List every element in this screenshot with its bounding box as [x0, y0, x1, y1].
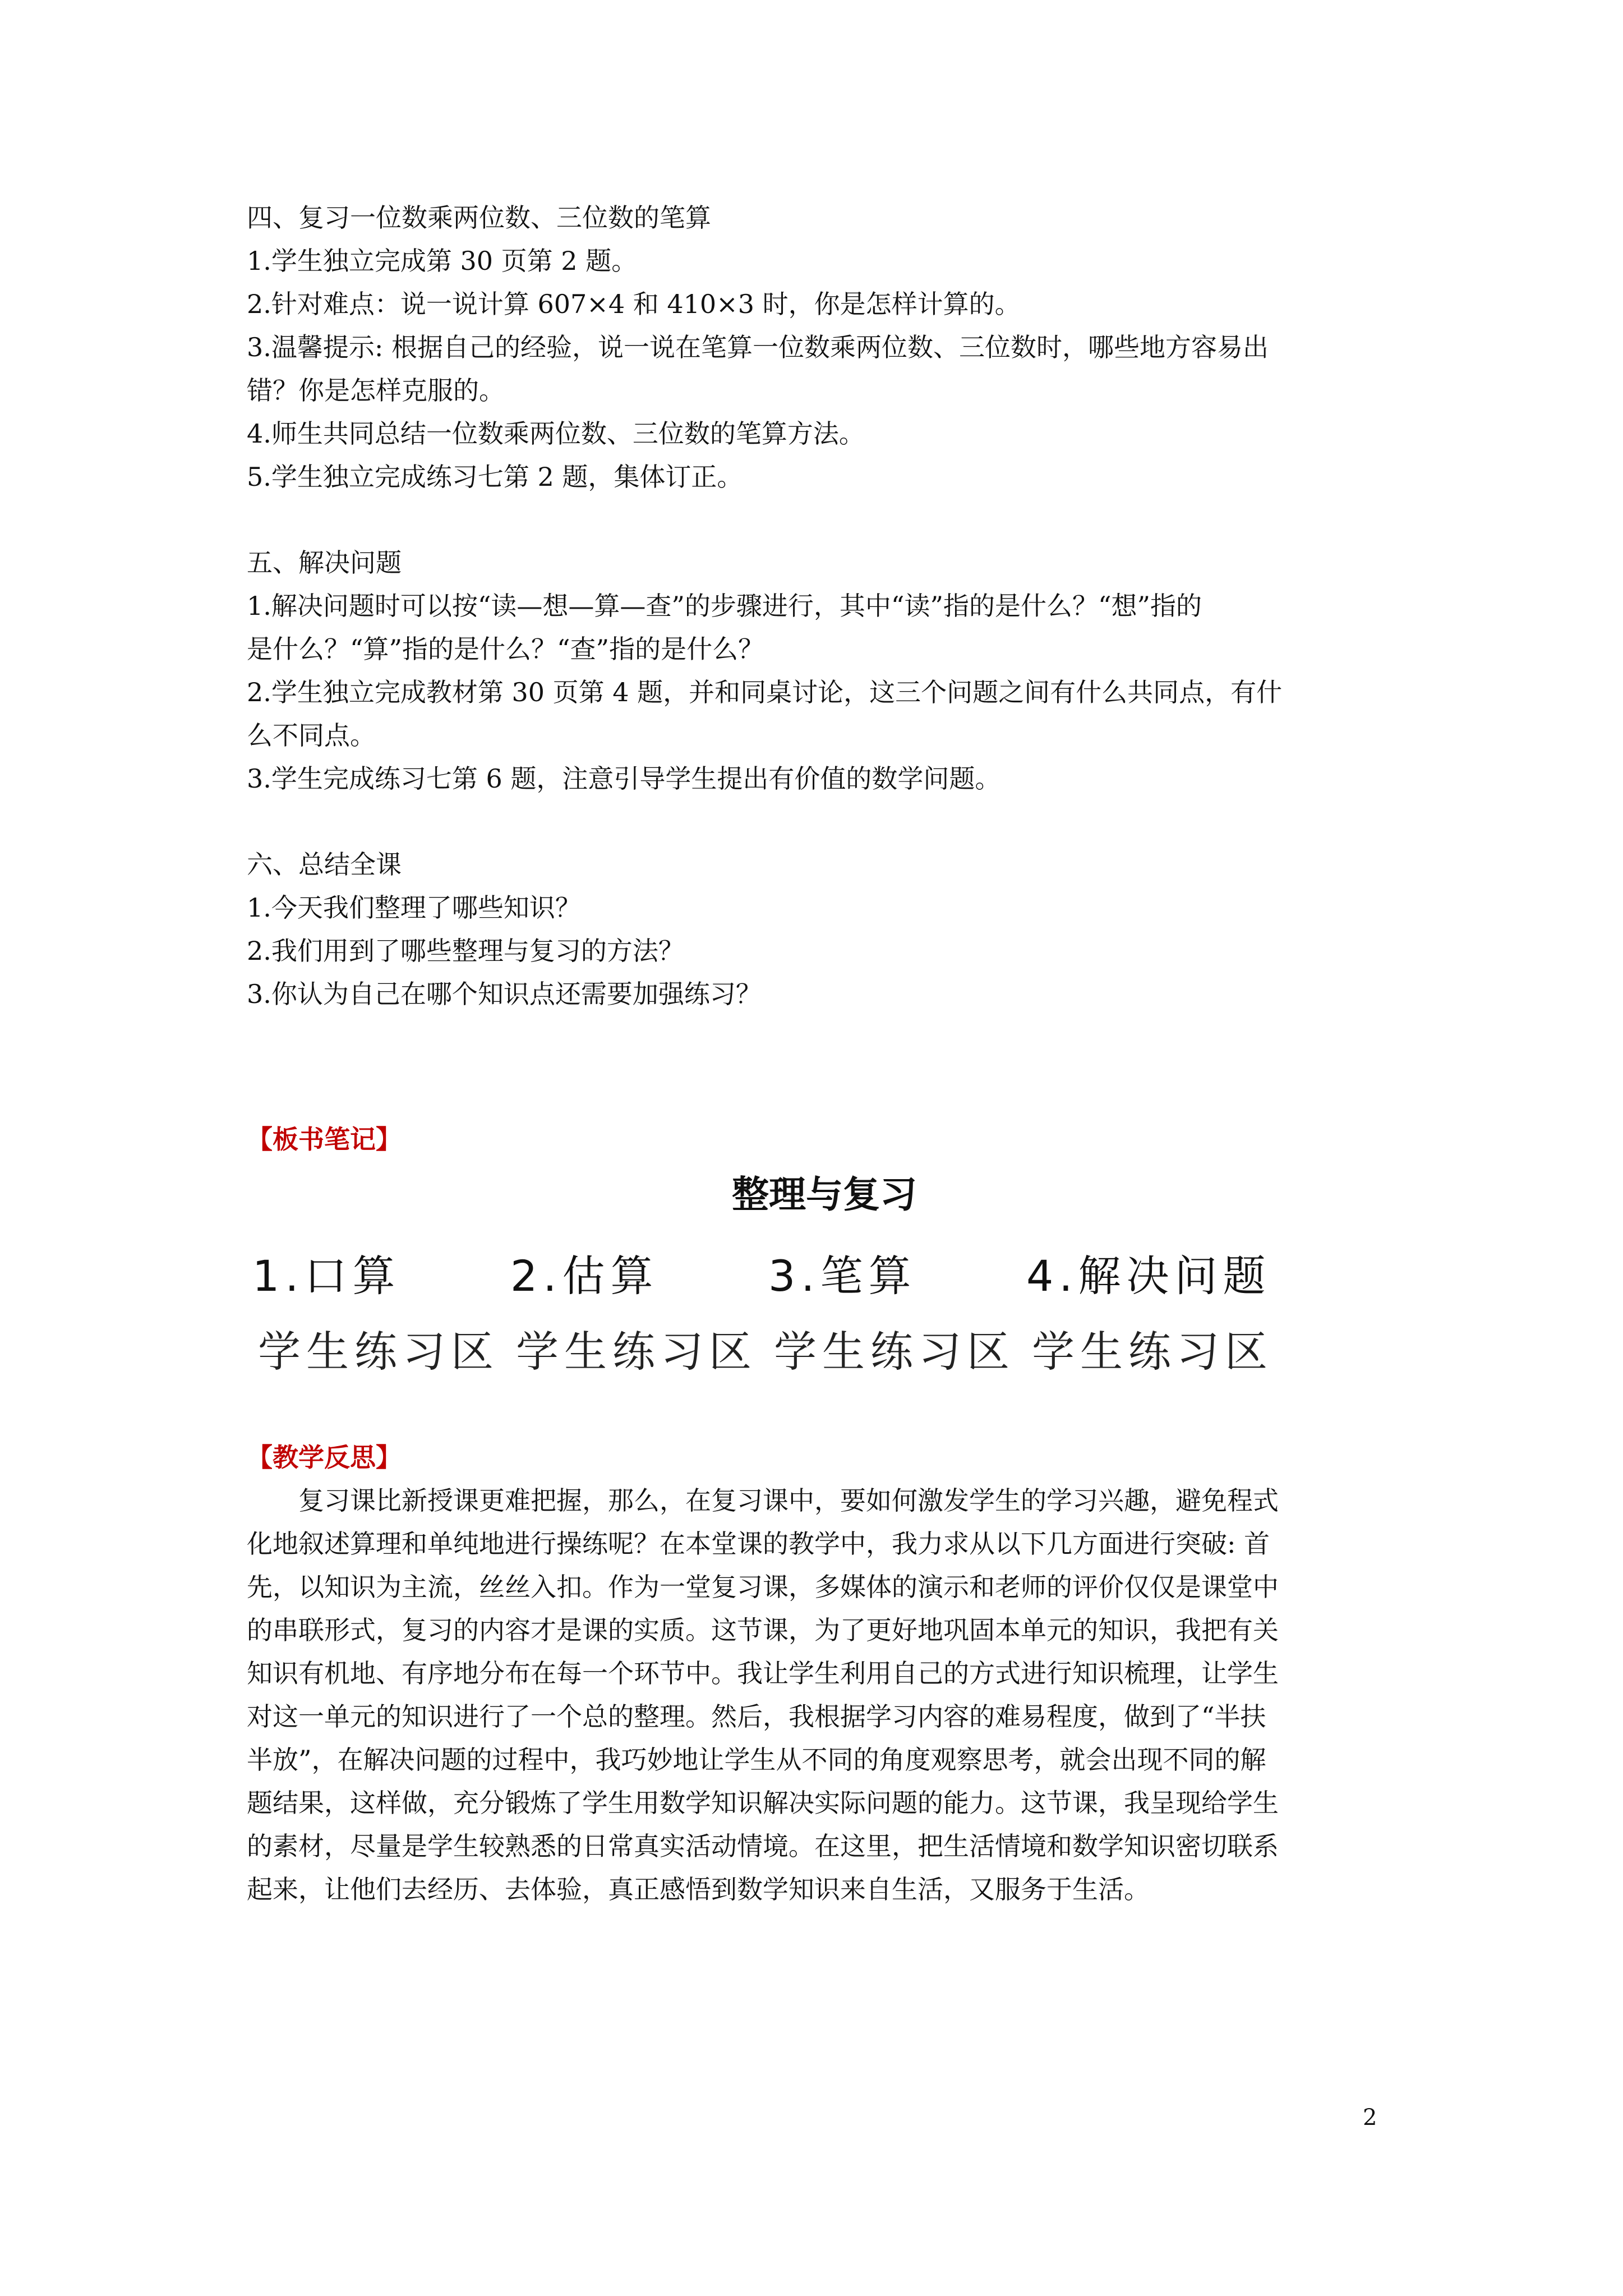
reflection-line: 的串联形式，复习的内容才是课的实质。这节课，为了更好地巩固本单元的知识，我把有关	[247, 1615, 1279, 1645]
list-item: 是什么？“算”指的是什么？“查”指的是什么？	[247, 634, 764, 664]
board-notes-section	[247, 1118, 1402, 1402]
list-item: 3.学生完成练习七第 6 题，注意引导学生提出有价值的数学问题。	[247, 763, 1001, 794]
list-item: 1.今天我们整理了哪些知识？	[247, 892, 581, 923]
spacer	[247, 1016, 1402, 1118]
board-practice-row	[247, 1321, 1424, 1383]
list-item: 错？你是怎样克服的。	[247, 375, 505, 406]
list-item: 4.师生共同总结一位数乘两位数、三位数的笔算方法。	[247, 418, 865, 449]
spacer	[247, 800, 1402, 843]
practice-area-label: 学生练习区	[1032, 1327, 1273, 1377]
list-item: 么不同点。	[247, 720, 376, 751]
list-item: 2.我们用到了哪些整理与复习的方法？	[247, 936, 684, 966]
section-4	[247, 196, 1402, 499]
section-title: 六、总结全课	[247, 849, 402, 880]
reflection-line: 化地叙述算理和单纯地进行操练呢？在本堂课的教学中，我力求从以下几方面进行突破: 首	[247, 1529, 1270, 1559]
list-item: 1.学生独立完成第 30 页第 2 题。	[247, 246, 638, 276]
list-item: 2.针对难点：说一说计算 607×4 和 410×3 时，你是怎样计算的。	[247, 289, 1021, 319]
section-title: 五、解决问题	[247, 547, 402, 578]
board-topic: 3.笔算	[768, 1251, 917, 1301]
section-title: 四、复习一位数乘两位数、三位数的笔算	[247, 203, 711, 233]
board-topics-row	[247, 1245, 1424, 1307]
list-item: 5.学生独立完成练习七第 2 题，集体订正。	[247, 462, 743, 492]
list-item: 3.你认为自己在哪个知识点还需要加强练习？	[247, 979, 762, 1009]
spacer	[247, 499, 1402, 541]
board-title: 整理与复习	[732, 1173, 917, 1216]
section-6	[247, 843, 1402, 1016]
reflection-line: 知识有机地、有序地分布在每一个环节中。我让学生利用自己的方式进行知识梳理，让学生	[247, 1658, 1279, 1688]
list-item: 3.温馨提示: 根据自己的经验，说一说在笔算一位数乘两位数、三位数时，哪些地方容易出	[247, 332, 1269, 362]
reflection-line: 复习课比新授课更难把握，那么，在复习课中，要如何激发学生的学习兴趣，避免程式	[298, 1485, 1279, 1516]
list-item: 2.学生独立完成教材第 30 页第 4 题，并和同桌讨论，这三个问题之间有什么共同点，有什	[247, 677, 1283, 707]
section-5	[247, 541, 1402, 800]
board-topic: 4.解决问题	[1026, 1251, 1271, 1301]
board-notes-heading: 【板书笔记】	[247, 1124, 402, 1154]
page-content	[247, 196, 1402, 1911]
reflection-line: 题结果，这样做，充分锻炼了学生用数学知识解决实际问题的能力。这节课，我呈现给学生	[247, 1788, 1279, 1818]
reflection-line: 半放”，在解决问题的过程中，我巧妙地让学生从不同的角度观察思考，就会出现不同的解	[247, 1745, 1266, 1775]
reflection-section	[247, 1436, 1402, 1911]
list-item: 1.解决问题时可以按“读—想—算—查”的步骤进行，其中“读”指的是什么？“想”指的	[247, 591, 1202, 621]
practice-area-label: 学生练习区	[774, 1327, 1015, 1377]
practice-area-label: 学生练习区	[516, 1327, 757, 1377]
blackboard-layout	[247, 1167, 1402, 1402]
reflection-line: 起来，让他们去经历、去体验，真正感悟到数学知识来自生活，又服务于生活。	[247, 1874, 1150, 1904]
spacer	[247, 1402, 1402, 1436]
reflection-line: 的素材，尽量是学生较熟悉的日常真实活动情境。在这里，把生活情境和数学知识密切联系	[247, 1831, 1279, 1861]
page-number: 2	[1363, 2105, 1377, 2131]
practice-area-label: 学生练习区	[258, 1327, 499, 1377]
board-topic: 1.口算	[252, 1251, 401, 1301]
reflection-line: 对这一单元的知识进行了一个总的整理。然后，我根据学习内容的难易程度，做到了“半扶	[247, 1701, 1266, 1732]
reflection-line: 先，以知识为主流，丝丝入扣。作为一堂复习课，多媒体的演示和老师的评价仅仅是课堂中	[247, 1572, 1279, 1602]
board-topic: 2.估算	[510, 1251, 659, 1301]
reflection-heading: 【教学反思】	[247, 1442, 402, 1473]
